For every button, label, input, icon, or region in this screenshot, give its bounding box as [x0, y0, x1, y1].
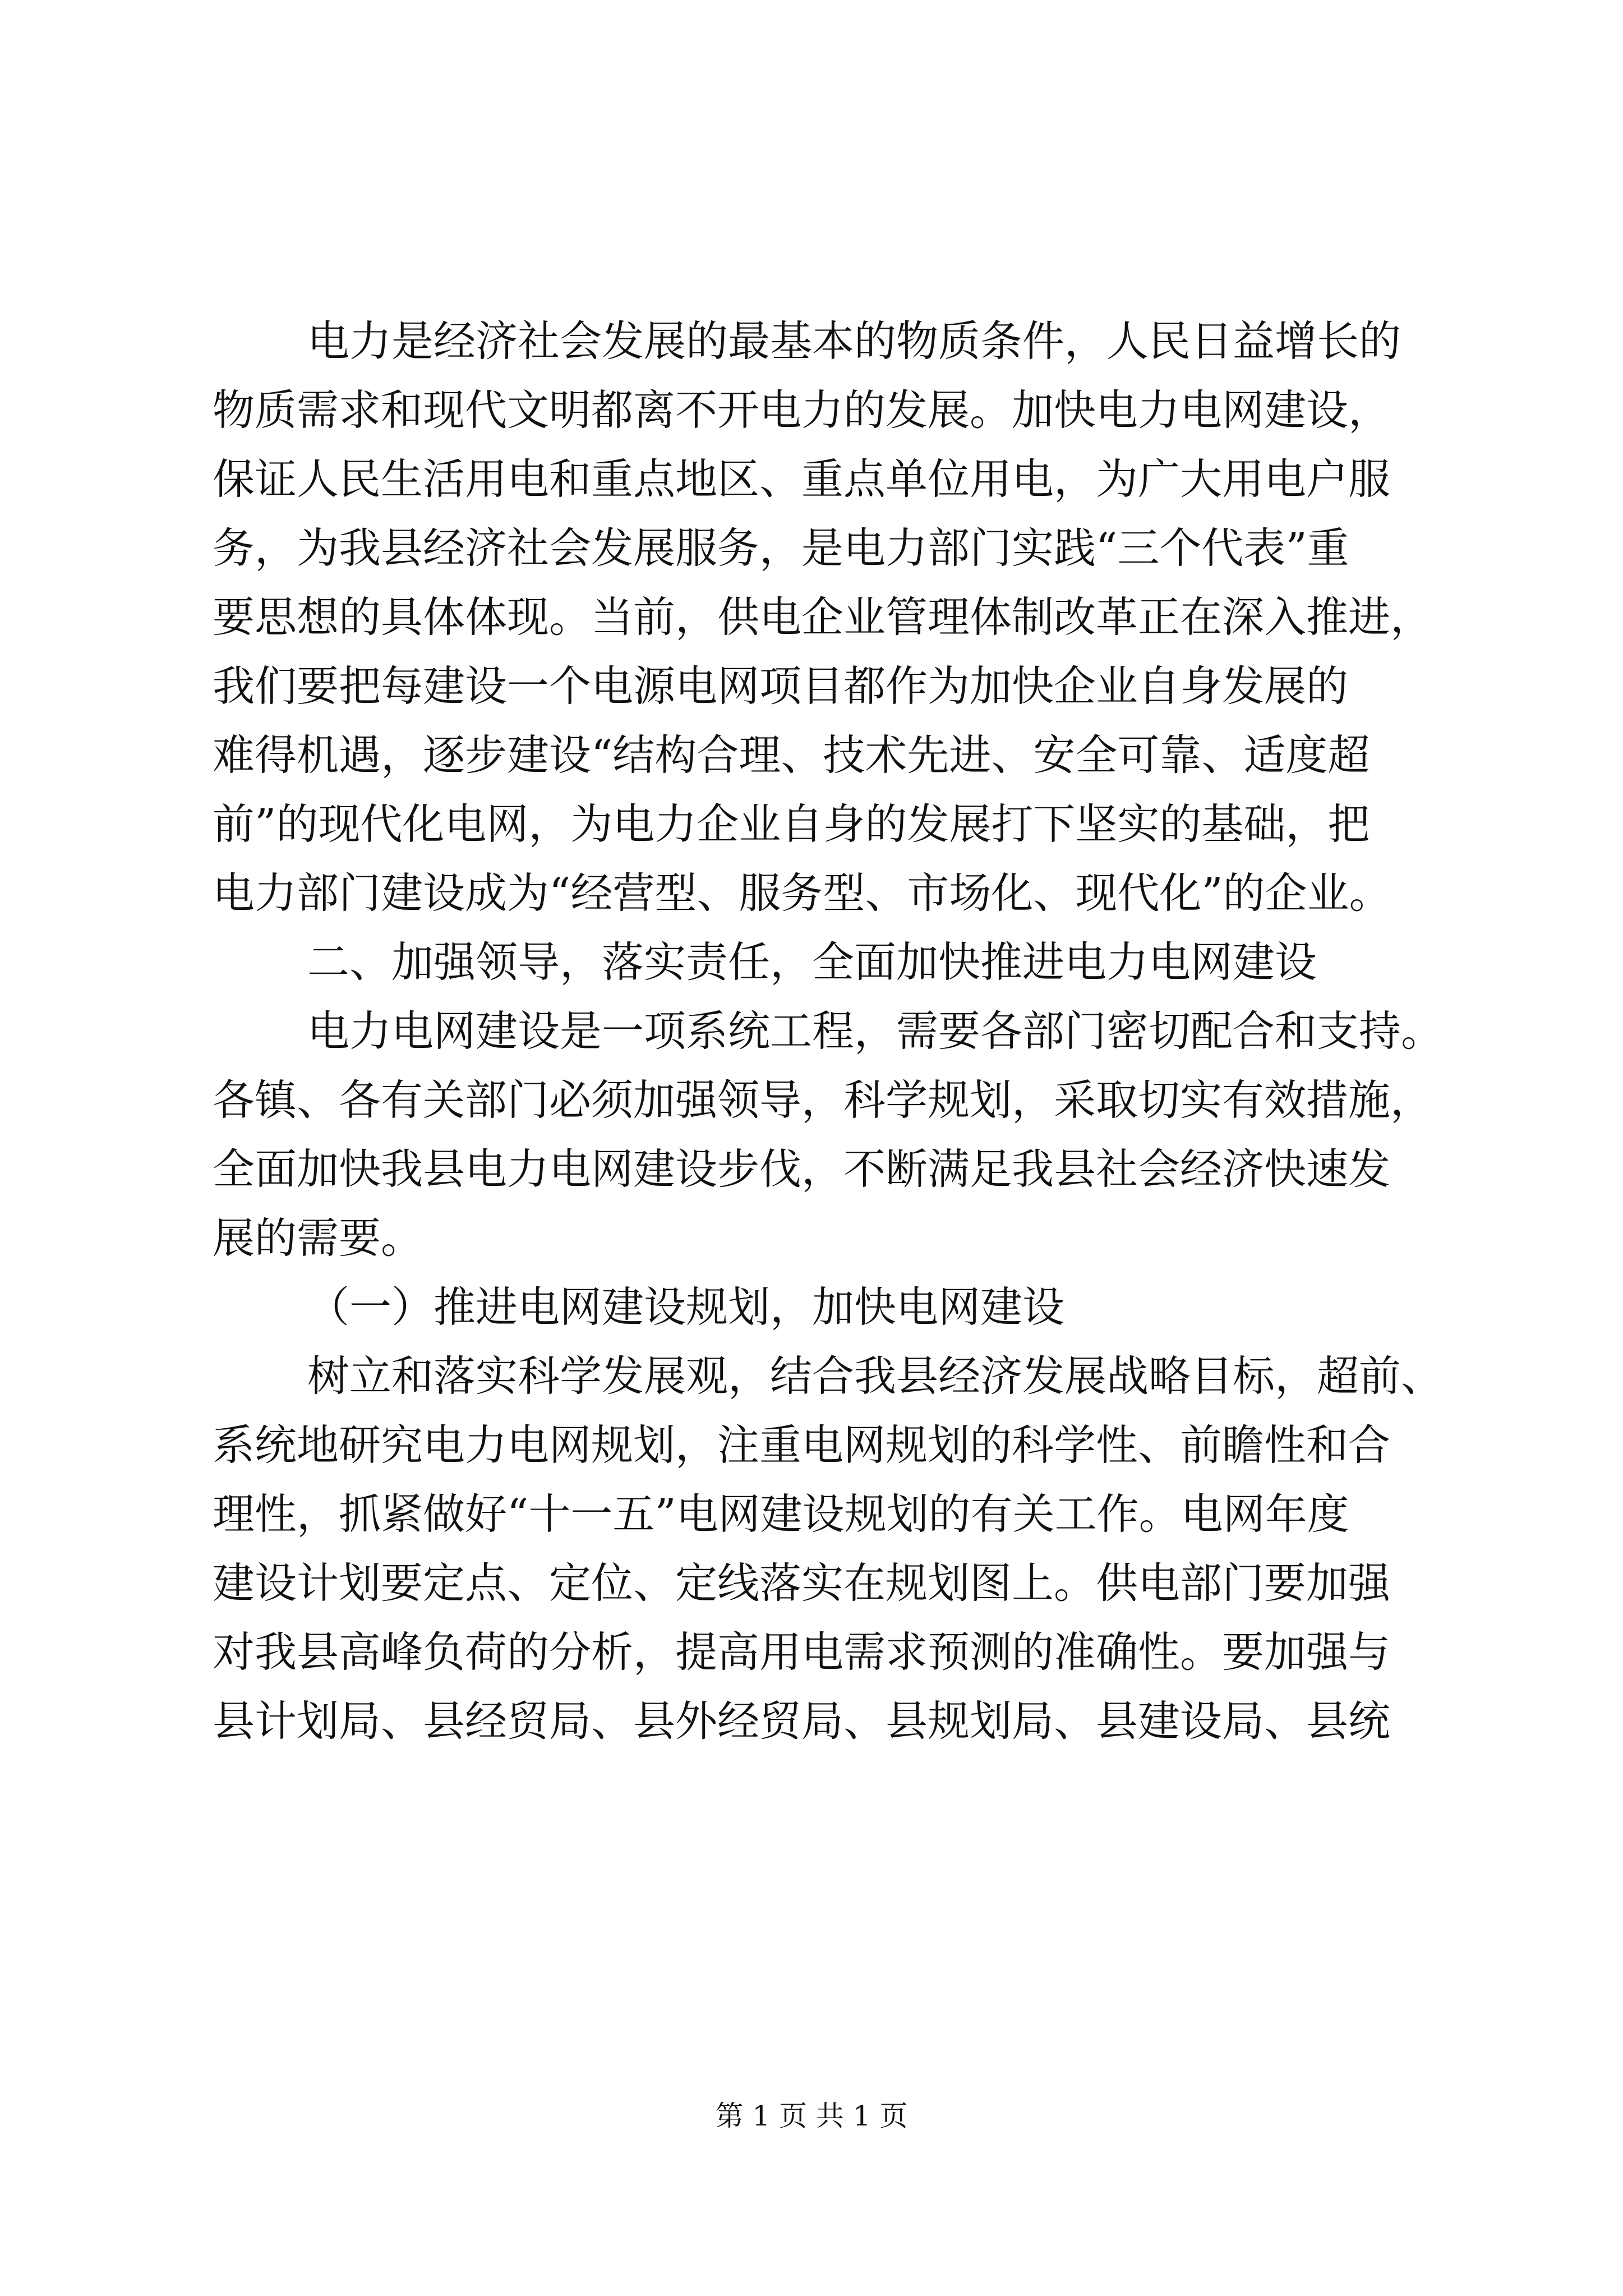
body-line-8: 前”的现代化电网，为电力企业自身的发展打下坚实的基础，把	[213, 799, 1370, 849]
body-line-14: 展的需要。	[213, 1213, 423, 1263]
subsection-heading-1: （一）推进电网建设规划，加快电网建设	[307, 1282, 1065, 1332]
body-line-4: 务，为我县经济社会发展服务，是电力部门实践“三个代表”重	[213, 523, 1349, 573]
body-line-12: 各镇、各有关部门必须加强领导，科学规划，采取切实有效措施，	[213, 1075, 1433, 1125]
section-heading-2: 二、加强领导，落实责任，全面加快推进电力电网建设	[307, 937, 1317, 987]
body-line-6: 我们要把每建设一个电源电网项目都作为加快企业自身发展的	[213, 661, 1349, 711]
body-line-11: 电力电网建设是一项系统工程，需要各部门密切配合和支持。	[307, 1006, 1444, 1056]
body-line-16: 树立和落实科学发展观，结合我县经济发展战略目标，超前、	[307, 1351, 1444, 1401]
body-line-2: 物质需求和现代文明都离不开电力的发展。加快电力电网建设，	[213, 385, 1391, 435]
body-line-7: 难得机遇，逐步建设“结构合理、技术先进、安全可靠、适度超	[213, 730, 1370, 780]
body-line-1: 电力是经济社会发展的最基本的物质条件，人民日益增长的	[307, 316, 1401, 366]
body-line-13: 全面加快我县电力电网建设步伐，不断满足我县社会经济快速发	[213, 1144, 1391, 1194]
body-line-21: 县计划局、县经贸局、县外经贸局、县规划局、县建设局、县统	[213, 1696, 1391, 1746]
body-line-20: 对我县高峰负荷的分析，提高用电需求预测的准确性。要加强与	[213, 1627, 1391, 1677]
body-line-18: 理性，抓紧做好“十一五”电网建设规划的有关工作。电网年度	[213, 1489, 1349, 1539]
body-line-19: 建设计划要定点、定位、定线落实在规划图上。供电部门要加强	[213, 1558, 1391, 1608]
body-line-3: 保证人民生活用电和重点地区、重点单位用电，为广大用电户服	[213, 454, 1391, 504]
body-line-5: 要思想的具体体现。当前，供电企业管理体制改革正在深入推进，	[213, 592, 1433, 642]
page-number-footer: 第 1 页 共 1 页	[715, 2100, 908, 2132]
body-line-17: 系统地研究电力电网规划，注重电网规划的科学性、前瞻性和合	[213, 1420, 1391, 1470]
body-line-9: 电力部门建设成为“经营型、服务型、市场化、现代化”的企业。	[213, 868, 1391, 918]
